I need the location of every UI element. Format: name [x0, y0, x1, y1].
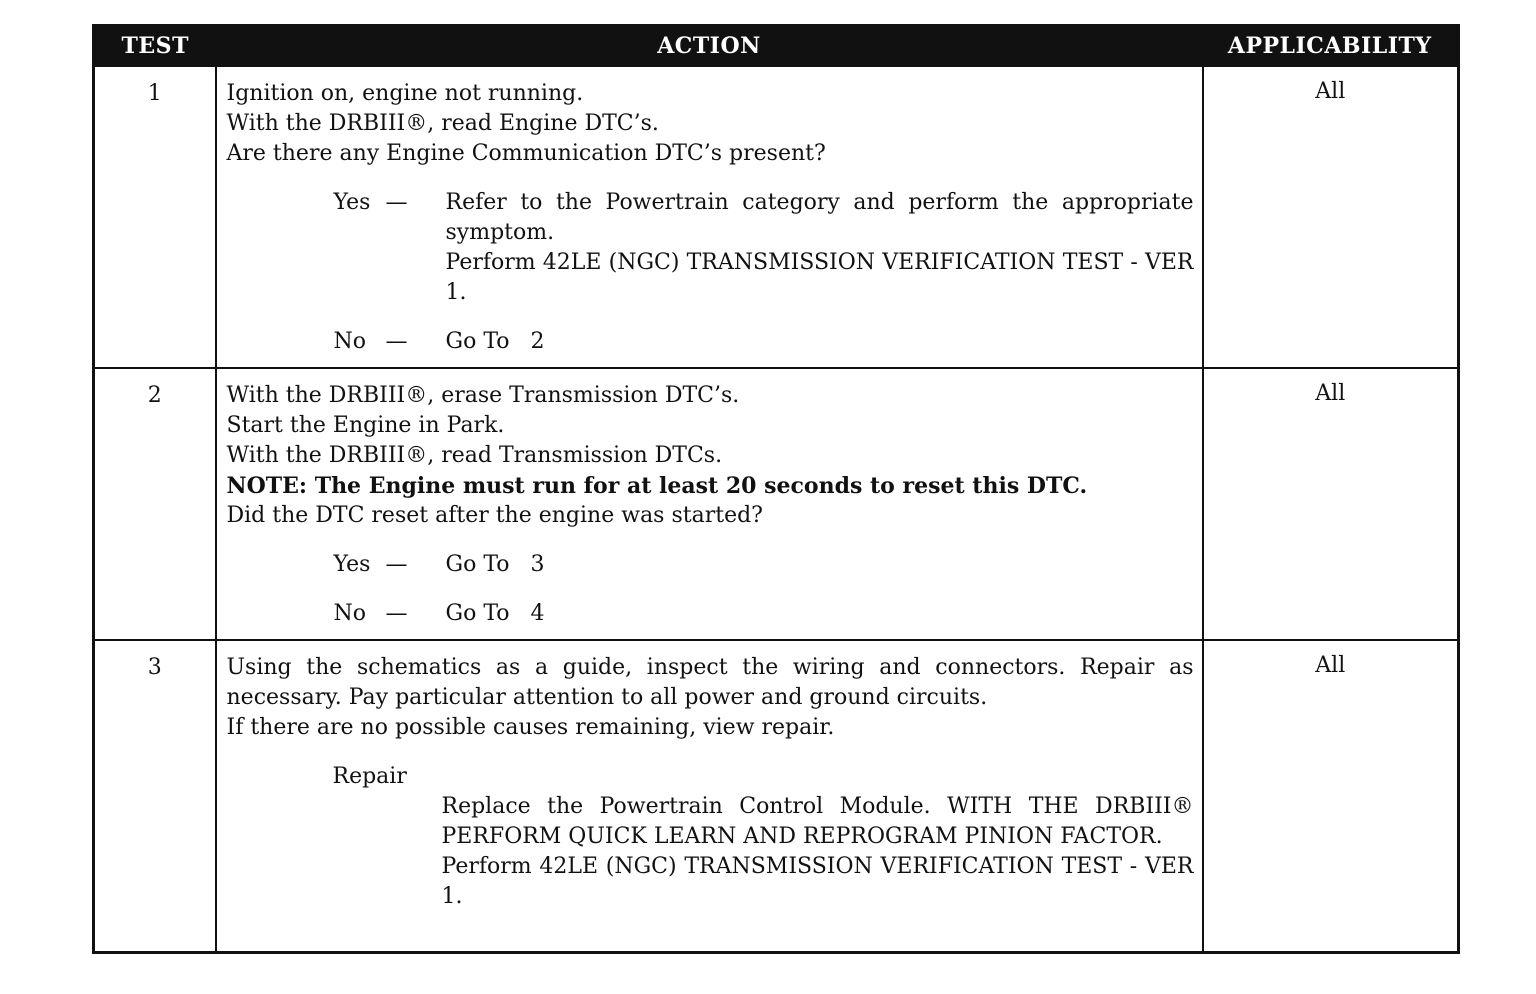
action-line: If there are no possible causes remaining, view repair. — [226, 715, 835, 740]
applicability-cell: All — [1203, 640, 1459, 952]
repair-text — [227, 792, 1194, 912]
option-dash: — — [385, 190, 408, 215]
option-text: Go To 3 — [445, 552, 545, 577]
header-applicability: APPLICABILITY — [1203, 26, 1459, 67]
test-number: 3 — [94, 640, 216, 952]
option-no — [227, 327, 1194, 357]
question-text: Did the DTC reset after the engine was started? — [226, 503, 763, 528]
action-line: With the DRBIII®, read Engine DTC’s. — [226, 111, 659, 136]
option-label: Yes — [333, 552, 371, 577]
option-text — [446, 188, 1194, 308]
applicability-cell: All — [1203, 66, 1459, 368]
action-line: Start the Engine in Park. — [226, 413, 505, 438]
option-label: No — [333, 329, 366, 354]
test-number: 1 — [94, 66, 216, 368]
note-text: NOTE: The Engine must run for at least 20 seconds to reset this DTC. — [226, 473, 1088, 499]
repair-label: Repair — [332, 764, 407, 789]
option-yes — [227, 550, 1194, 580]
header-test: TEST — [94, 26, 216, 67]
option-label: No — [333, 601, 366, 626]
option-line: Refer to the Powertrain category and perform the appropriate symptom. — [445, 190, 1194, 245]
action-cell — [216, 640, 1203, 952]
option-text: Go To 4 — [445, 601, 545, 626]
diagnostic-test-table-container — [92, 24, 1457, 954]
option-label: Yes — [333, 190, 371, 215]
table-row-test-2 — [94, 368, 1459, 640]
option-dash: — — [385, 552, 408, 577]
option-dash: — — [385, 601, 408, 626]
action-cell — [216, 368, 1203, 640]
action-line: With the DRBIII®, erase Transmission DTC’s. — [226, 383, 740, 408]
test-number: 2 — [94, 368, 216, 640]
action-cell — [216, 66, 1203, 368]
action-line: Ignition on, engine not running. — [226, 81, 584, 106]
option-dash: — — [385, 329, 408, 354]
repair-line: Replace the Powertrain Control Module. WITH THE DRBIII® PERFORM QUICK LEARN AND REPROGRAM PINION FACTOR. — [441, 794, 1194, 849]
action-line: Are there any Engine Communication DTC’s present? — [226, 141, 826, 166]
option-yes — [227, 188, 1194, 308]
option-line: Perform 42LE (NGC) TRANSMISSION VERIFICATION TEST - VER 1. — [445, 250, 1194, 305]
diagnostic-test-table — [92, 24, 1460, 954]
action-line: With the DRBIII®, read Transmission DTCs. — [226, 443, 723, 468]
header-row — [94, 26, 1459, 67]
table-row-test-1 — [94, 66, 1459, 368]
table-row-test-3 — [94, 640, 1459, 952]
repair-line: Perform 42LE (NGC) TRANSMISSION VERIFICATION TEST - VER 1. — [441, 854, 1194, 909]
header-action: ACTION — [216, 26, 1203, 67]
action-line: Using the schematics as a guide, inspect the wiring and connectors. Repair as necessary. Pay particular attention to all power and ground circuits. — [226, 655, 1194, 710]
option-no — [227, 599, 1194, 629]
applicability-cell: All — [1203, 368, 1459, 640]
option-text: Go To 2 — [445, 329, 545, 354]
